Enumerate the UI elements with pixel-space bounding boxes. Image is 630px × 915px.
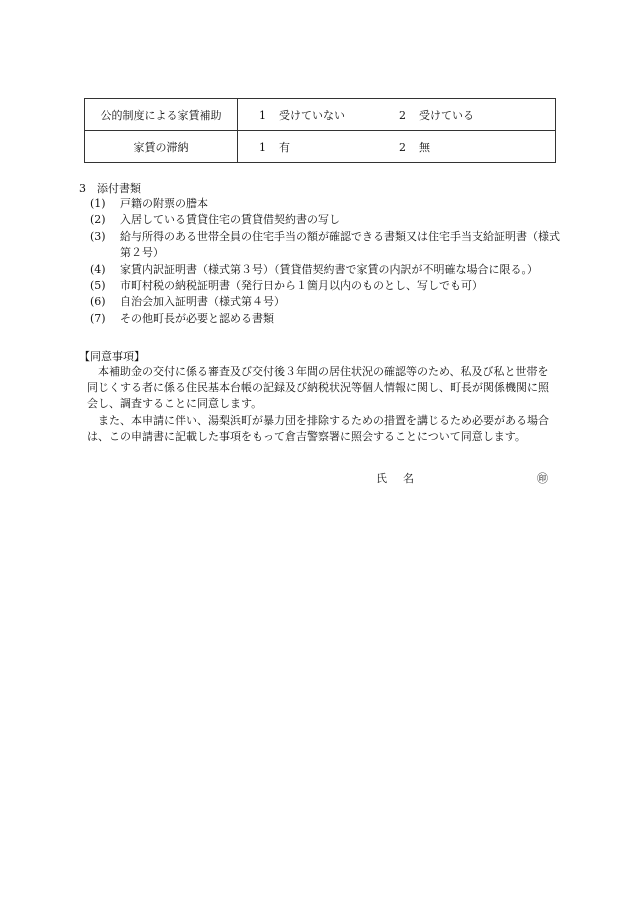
list-item xyxy=(90,311,560,327)
row-options xyxy=(238,99,556,131)
consent-paragraph-2: また、本申請に伴い、湯梨浜町が暴力団を排除するための措置を講じるため必要がある場合は、この申請書に記載した事項をもって倉吉警察署に照会することについて同意します。 xyxy=(87,413,549,443)
list-item xyxy=(90,278,560,294)
signature-line xyxy=(376,470,548,486)
option-2[interactable] xyxy=(399,107,474,123)
name-label-2: 名 xyxy=(403,472,414,485)
list-item xyxy=(90,196,560,212)
option-number: 2 xyxy=(399,141,406,154)
item-number: (7) xyxy=(90,311,106,325)
item-number: (6) xyxy=(90,295,106,309)
row-label: 家賃の滞納 xyxy=(85,131,238,163)
list-item xyxy=(90,294,560,310)
option-number: 2 xyxy=(399,109,406,122)
item-number: (5) xyxy=(90,279,106,293)
item-text: 家賃内訳証明書（様式第３号）（賃貸借契約書で家賃の内訳が不明確な場合に限る。） xyxy=(120,262,538,276)
seal-icon: ㊞ xyxy=(537,472,548,485)
name-label xyxy=(376,470,414,486)
table-row xyxy=(85,99,556,131)
option-number: 1 xyxy=(259,141,266,154)
list-item xyxy=(90,212,560,228)
option-text: 受けている xyxy=(419,109,474,122)
table-row xyxy=(85,131,556,163)
item-number: (1) xyxy=(90,197,106,210)
item-number: (4) xyxy=(90,262,106,276)
attachments-title: 3 添付書類 xyxy=(79,182,141,195)
item-number: (2) xyxy=(90,213,106,227)
rent-info-table xyxy=(84,98,556,163)
option-2[interactable] xyxy=(399,139,430,155)
consent-heading: 【同意事項】 xyxy=(79,350,145,363)
list-item xyxy=(90,229,560,262)
consent-body xyxy=(87,364,557,445)
option-text: 無 xyxy=(419,141,430,154)
option-1[interactable] xyxy=(259,139,290,155)
consent-paragraph-1: 本補助金の交付に係る審査及び交付後３年間の居住状況の確認等のため、私及び私と世帯を同じくする者に係る住民基本台帳の記録及び納税状況等個人情報に関し、町長が関係機関に照会し、調査することに同意します。 xyxy=(87,365,549,411)
name-label-1: 氏 xyxy=(376,472,387,485)
item-text: 給与所得のある世帯全員の住宅手当の額が確認できる書類又は住宅手当支給証明書（様式第２号） xyxy=(120,229,560,260)
row-options xyxy=(238,131,556,163)
item-text: 入居している賃貸住宅の賃貸借契約書の写し xyxy=(120,213,340,227)
option-number: 1 xyxy=(259,109,266,122)
item-text: 自治会加入証明書（様式第４号） xyxy=(120,295,285,309)
option-text: 受けていない xyxy=(279,109,345,122)
list-item xyxy=(90,262,560,278)
item-text: その他町長が必要と認める書類 xyxy=(120,311,274,325)
attachments-list xyxy=(90,196,560,327)
item-number: (3) xyxy=(90,229,106,243)
row-label: 公的制度による家賃補助 xyxy=(85,99,238,131)
option-1[interactable] xyxy=(259,107,345,123)
item-text: 戸籍の附票の謄本 xyxy=(120,197,208,210)
option-text: 有 xyxy=(279,141,290,154)
item-text: 市町村税の納税証明書（発行日から１箇月以内のものとし、写しでも可） xyxy=(120,279,483,293)
